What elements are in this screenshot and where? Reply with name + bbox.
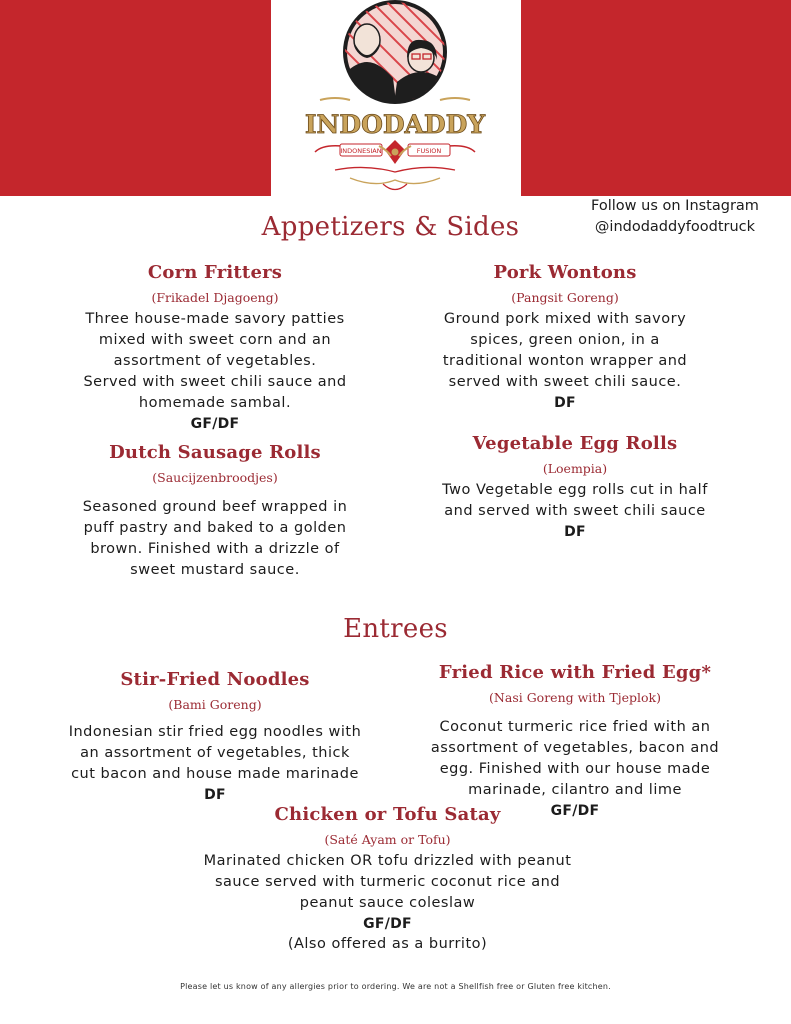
- diet-badge: GF/DF: [190, 416, 240, 432]
- logo-tag-left: INDONESIAN: [340, 147, 382, 155]
- menu-item-dutch-sausage-rolls: [60, 441, 370, 581]
- description-line: Two Vegetable egg rolls cut in half: [442, 482, 708, 498]
- diet-badge: GF/DF: [550, 803, 600, 819]
- diet-badge: GF/DF: [363, 916, 412, 932]
- item-subtitle: (Loempia): [542, 461, 608, 476]
- instagram-handle: @indodaddyfoodtruck: [594, 219, 756, 235]
- description-line: marinade, cilantro and lime: [468, 782, 682, 798]
- item-subtitle: (Frikadel Djagoeng): [151, 290, 279, 305]
- item-name: Stir-Fried Noodles: [120, 669, 310, 690]
- item-name: Chicken or Tofu Satay: [274, 804, 501, 825]
- menu-item-stir-fried-noodles: [50, 668, 380, 805]
- description-line: served with sweet chili sauce.: [448, 374, 682, 390]
- description-line: assortment of vegetables.: [113, 353, 317, 369]
- description-line: brown. Finished with a drizzle of: [90, 541, 340, 557]
- item-description: [410, 309, 720, 393]
- description-line: sweet mustard sauce.: [130, 562, 300, 578]
- diet-badge: DF: [554, 395, 576, 411]
- description-line: Three house-made savory patties: [85, 311, 345, 327]
- description-line: Coconut turmeric rice fried with an: [439, 719, 711, 735]
- indodaddy-logo: [295, 0, 495, 195]
- entrees-title: Entrees: [343, 614, 448, 644]
- menu-item-fried-rice: [405, 661, 745, 821]
- item-description: [170, 851, 605, 914]
- description-line: sauce served with turmeric coconut rice and: [214, 874, 561, 890]
- description-line: spices, green onion, in a: [470, 332, 660, 348]
- allergy-disclaimer: Please let us know of any allergies prior to ordering. We are not a Shellfish free or Gluten free kitchen.: [180, 982, 611, 991]
- description-line: mixed with sweet corn and an: [98, 332, 332, 348]
- item-description: [60, 497, 370, 581]
- red-band-left: [0, 0, 271, 196]
- item-subtitle: (Bami Goreng): [168, 697, 262, 712]
- item-name: Vegetable Egg Rolls: [472, 433, 678, 454]
- logo-tag-right: FUSION: [416, 147, 442, 155]
- description-line: Marinated chicken OR tofu drizzled with peanut: [203, 853, 572, 869]
- menu-item-corn-fritters: [60, 261, 370, 434]
- description-line: Seasoned ground beef wrapped in: [82, 499, 348, 515]
- description-line: Served with sweet chili sauce and: [83, 374, 347, 390]
- diet-badge: DF: [204, 787, 226, 803]
- menu-item-pork-wontons: [410, 261, 720, 413]
- description-line: and served with sweet chili sauce: [444, 503, 706, 519]
- item-subtitle: (Pangsit Goreng): [511, 290, 619, 305]
- burrito-note: (Also offered as a burrito): [287, 936, 488, 952]
- item-description: [60, 309, 370, 414]
- item-name: Fried Rice with Fried Egg*: [438, 662, 712, 683]
- description-line: egg. Finished with our house made: [439, 761, 711, 777]
- appetizers-title: Appetizers & Sides: [261, 212, 520, 242]
- item-description: [405, 717, 745, 801]
- description-line: homemade sambal.: [138, 395, 292, 411]
- diet-badge: DF: [564, 524, 586, 540]
- item-description: [50, 722, 380, 785]
- item-subtitle: (Nasi Goreng with Tjeplok): [489, 690, 661, 705]
- description-line: cut bacon and house made marinade: [71, 766, 359, 782]
- logo-wordmark: INDODADDY: [304, 110, 486, 139]
- item-subtitle: (Saucijzenbroodjes): [152, 470, 278, 485]
- item-description: [415, 480, 735, 522]
- instagram-label: Follow us on Instagram: [591, 198, 759, 214]
- item-subtitle: (Saté Ayam or Tofu): [324, 832, 451, 847]
- description-line: assortment of vegetables, bacon and: [430, 740, 720, 756]
- description-line: puff pastry and baked to a golden: [83, 520, 347, 536]
- item-name: Corn Fritters: [147, 262, 283, 283]
- menu-item-satay: [170, 803, 605, 955]
- red-band-right: [521, 0, 791, 196]
- description-line: Ground pork mixed with savory: [443, 311, 687, 327]
- item-name: Dutch Sausage Rolls: [109, 442, 321, 463]
- description-line: peanut sauce coleslaw: [299, 895, 476, 911]
- description-line: traditional wonton wrapper and: [442, 353, 688, 369]
- description-line: Indonesian stir fried egg noodles with: [68, 724, 362, 740]
- menu-item-vegetable-egg-rolls: [415, 432, 735, 542]
- item-name: Pork Wontons: [493, 262, 637, 283]
- description-line: an assortment of vegetables, thick: [80, 745, 350, 761]
